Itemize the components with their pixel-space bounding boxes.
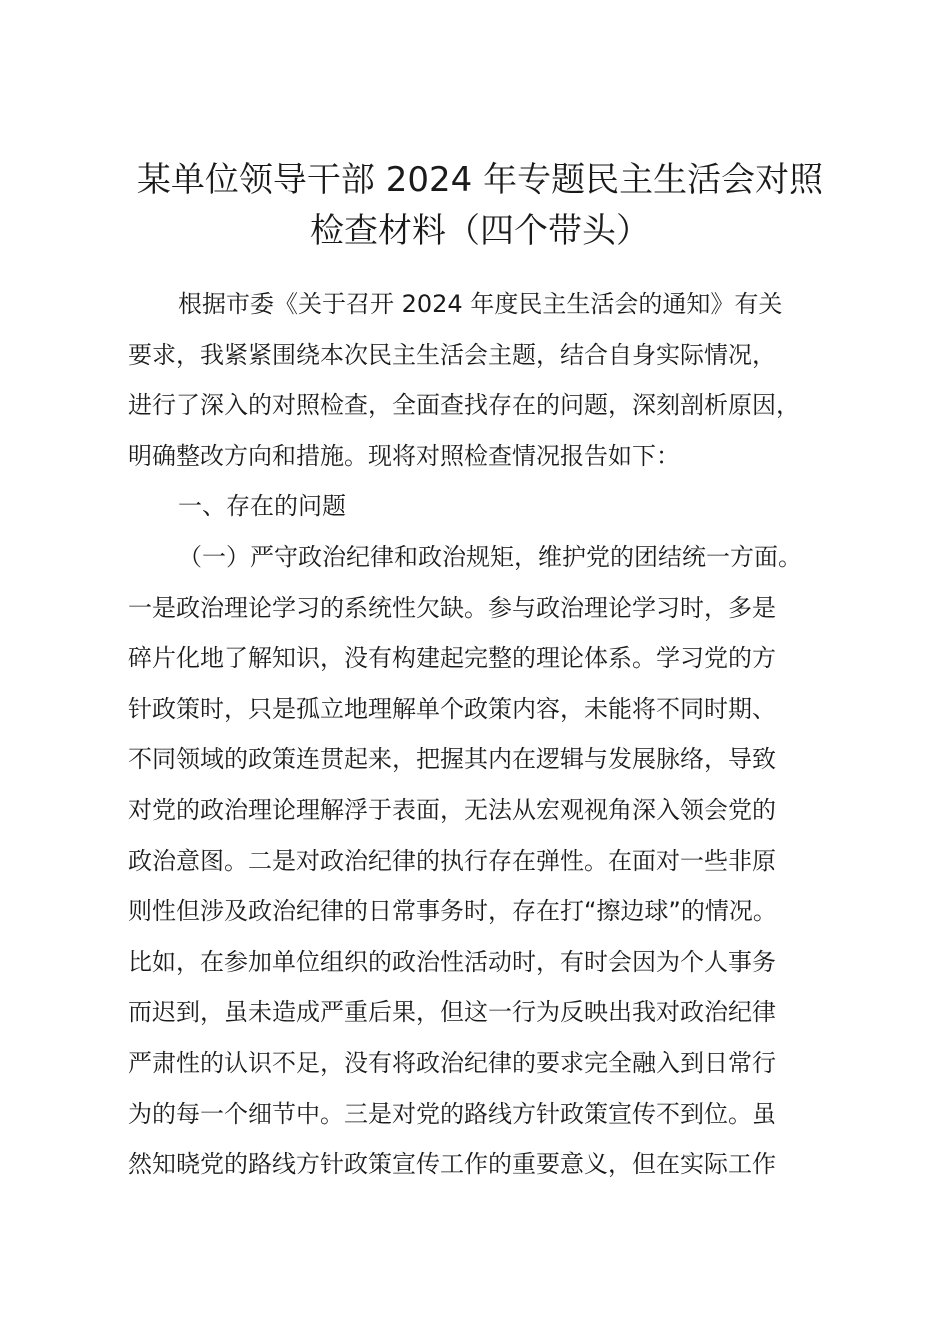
paragraph-intro-line: 根据市委《关于召开 2024 年度民主生活会的通知》有关 <box>178 290 783 318</box>
paragraph-line: 比如，在参加单位组织的政治性活动时，有时会因为个人事务 <box>128 947 776 976</box>
paragraph-line: 政治意图。二是对政治纪律的执行存在弹性。在面对一些非原 <box>128 846 776 875</box>
paragraph-intro-line: 明确整改方向和措施。现将对照检查情况报告如下： <box>128 441 680 470</box>
title-line-1: 某单位领导干部 2024 年专题民主生活会对照 <box>136 160 824 200</box>
paragraph-line: 碎片化地了解知识，没有构建起完整的理论体系。学习党的方 <box>128 644 776 673</box>
paragraph-line: 则性但涉及政治纪律的日常事务时，存在打“擦边球”的情况。 <box>128 897 777 926</box>
document-title <box>110 152 850 253</box>
document-body <box>128 279 852 1190</box>
paragraph-line: 对党的政治理论理解浮于表面，无法从宏观视角深入领会党的 <box>128 795 776 824</box>
paragraph-line: 然知晓党的路线方针政策宣传工作的重要意义，但在实际工作 <box>128 1150 776 1179</box>
paragraph-intro-line: 要求，我紧紧围绕本次民主生活会主题，结合自身实际情况， <box>128 340 776 369</box>
paragraph-line: 为的每一个细节中。三是对党的路线方针政策宣传不到位。虽 <box>128 1099 776 1128</box>
title-line-2: 检查材料（四个带头） <box>310 210 650 251</box>
paragraph-line: 不同领域的政策连贯起来，把握其内在逻辑与发展脉络，导致 <box>128 745 776 774</box>
paragraph-intro-line: 进行了深入的对照检查，全面查找存在的问题，深刻剖析原因， <box>128 391 800 420</box>
paragraph-line: 严肃性的认识不足，没有将政治纪律的要求完全融入到日常行 <box>128 1048 776 1077</box>
section-heading: 一、存在的问题 <box>178 492 346 521</box>
subsection-heading: （一）严守政治纪律和政治规矩，维护党的团结统一方面。 <box>178 542 802 571</box>
paragraph-line: 针政策时，只是孤立地理解单个政策内容，未能将不同时期、 <box>128 694 776 723</box>
paragraph-line: 而迟到，虽未造成严重后果，但这一行为反映出我对政治纪律 <box>128 998 776 1027</box>
paragraph-line: 一是政治理论学习的系统性欠缺。参与政治理论学习时，多是 <box>128 593 776 622</box>
